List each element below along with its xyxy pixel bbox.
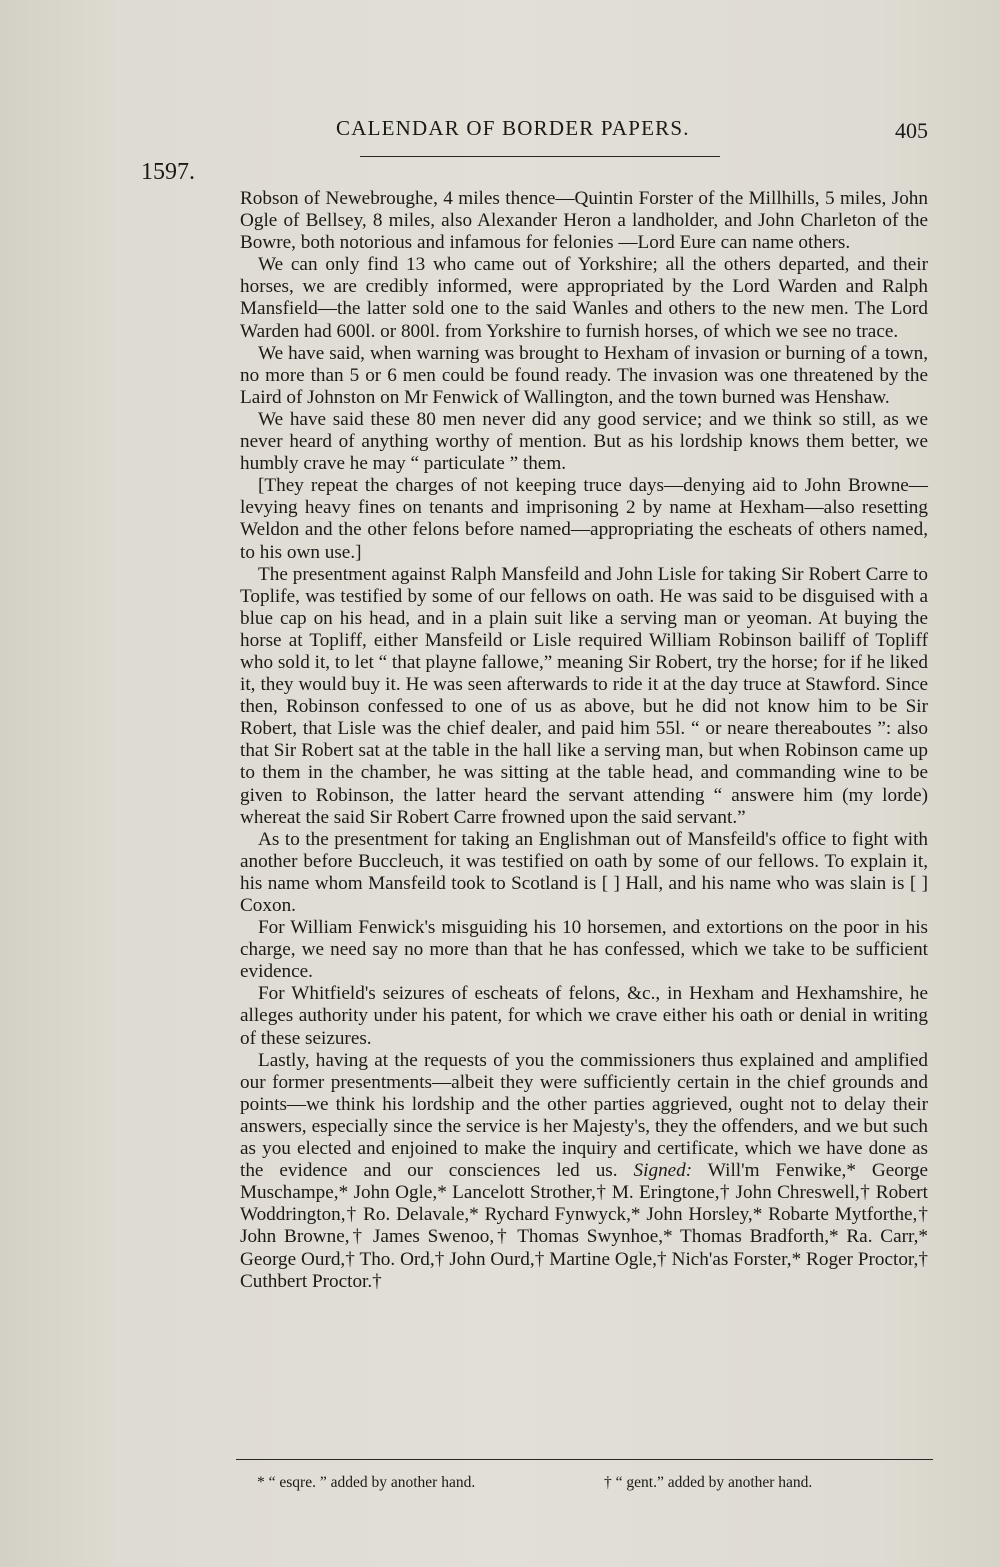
closing-paragraph bbox=[240, 1050, 928, 1293]
page-number: 405 bbox=[895, 118, 928, 143]
paragraph: For William Fenwick's misguiding his 10 horsemen, and extortions on the poor in his charge, we need say no more than that he has confessed, which we take to be sufficient evidence. bbox=[240, 917, 928, 983]
footnote-rule bbox=[236, 1459, 933, 1460]
header-rule bbox=[360, 156, 720, 157]
paragraph: The presentment against Ralph Mansfeild and John Lisle for taking Sir Robert Carre to Toplife, was testified by some of our fellows on oath. He was said to be disguised with a blue cap on his head, and in a plain suit like a serving man or yeoman. At buying the horse at Topliff, either Mansfeild or Lisle required William Robinson bailiff of Topliff who sold it, to let “ that playne fallowe,” meaning Sir Robert, try the horse; for if he liked it, they would buy it. He was seen afterwards to ride it at the day truce at Stawford. Since then, Robinson confessed to one of us as above, but he did not know him to be Sir Robert, that Lisle was the chief dealer, and paid him 55l. “ or neare thereaboutes ”: also that Sir Robert sat at the table in the hall like a serving man, but when Robinson came up to them in the chamber, he was sitting at the table head, and commanding wine to be given to Robinson, the latter heard the servant attending “ answere him (my lorde) whereat the said Sir Robert Carre frowned upon the said servant.” bbox=[240, 563, 928, 828]
paragraph: Robson of Newebroughe, 4 miles thence—Quintin Forster of the Millhills, 5 miles, John Ogle of Bellsey, 8 miles, also Alexander Heron a landholder, and John Charleton of the Bowre, both notorious and infamous for felonies —Lord Eure can name others. bbox=[240, 188, 928, 254]
body-text bbox=[240, 188, 928, 1293]
paragraph: [They repeat the charges of not keeping truce days—denying aid to John Browne—levying heavy fines on tenants and imprisoning 2 by name at Hexham—also resetting Weldon and the other felons before named—appropriating the escheats of others named, to his own use.] bbox=[240, 475, 928, 563]
paragraph: We have said, when warning was brought to Hexham of invasion or burning of a town, no more than 5 or 6 men could be found ready. The invasion was one threatened by the Laird of Johnston on Mr Fenwick of Wallington, and the town burned was Henshaw. bbox=[240, 342, 928, 408]
footnote-gent: † “ gent.” added by another hand. bbox=[604, 1474, 813, 1491]
paragraph: We can only find 13 who came out of Yorkshire; all the others departed, and their horses, we are credibly informed, were appropriated by the Lord Warden and Ralph Mansfield—the latter sold one to the said Wanles and others to the new men. The Lord Warden had 600l. or 800l. from Yorkshire to furnish horses, of which we see no trace. bbox=[240, 254, 928, 342]
signatories: Will'm Fenwike,* George Muschampe,* John Ogle,* Lancelott Strother,† M. Eringtone,† John Chreswell,† Robert Woddrington,† Ro. Delavale,* Rychard Fynwyck,* John Horsley,* Robarte Mytforthe,† John Browne,† James Swenoo,† Thomas Swynhoe,* Thomas Bradforth,* Ra. Carr,* George Ourd,† Tho. Ord,† John Ourd,† Martine Ogle,† Nich'as Forster,* Roger Proctor,† Cuthbert Proctor.† bbox=[240, 1160, 929, 1292]
margin-year: 1597. bbox=[141, 159, 195, 185]
paragraph: We have said these 80 men never did any good service; and we think so still, as we never heard of anything worthy of mention. But as his lordship knows them better, we humbly crave he may “ particulate ” them. bbox=[240, 408, 928, 475]
running-title: CALENDAR OF BORDER PAPERS. bbox=[336, 116, 690, 140]
signed-label: Signed: bbox=[633, 1160, 693, 1182]
paragraph: For Whitfield's seizures of escheats of felons, &c., in Hexham and Hexhamshire, he alleges authority under his patent, for which we crave either his oath or denial in writing of these seizures. bbox=[240, 983, 928, 1049]
footnote-esquire: * “ esqre. ” added by another hand. bbox=[257, 1474, 476, 1491]
paragraph: As to the presentment for taking an Englishman out of Mansfeild's office to fight with another before Buccleuch, it was testified on oath by some of our fellows. To explain it, his name whom Mansfeild took to Scotland is [ ] Hall, and his name who was slain is [ ] Coxon. bbox=[240, 828, 928, 916]
closing-text: Lastly, having at the requests of you the commissioners thus explained and amplified our former presentments—albeit they were sufficiently certain in the chief grounds and points—we think his lordship and the other parties aggrieved, ought not to delay their answers, especially since the service is her Majesty's, they the offenders, and we but such as you elected and enjoined to make the inquiry and certificate, which we have done as the evidence and our consciences led us. bbox=[240, 1049, 928, 1182]
